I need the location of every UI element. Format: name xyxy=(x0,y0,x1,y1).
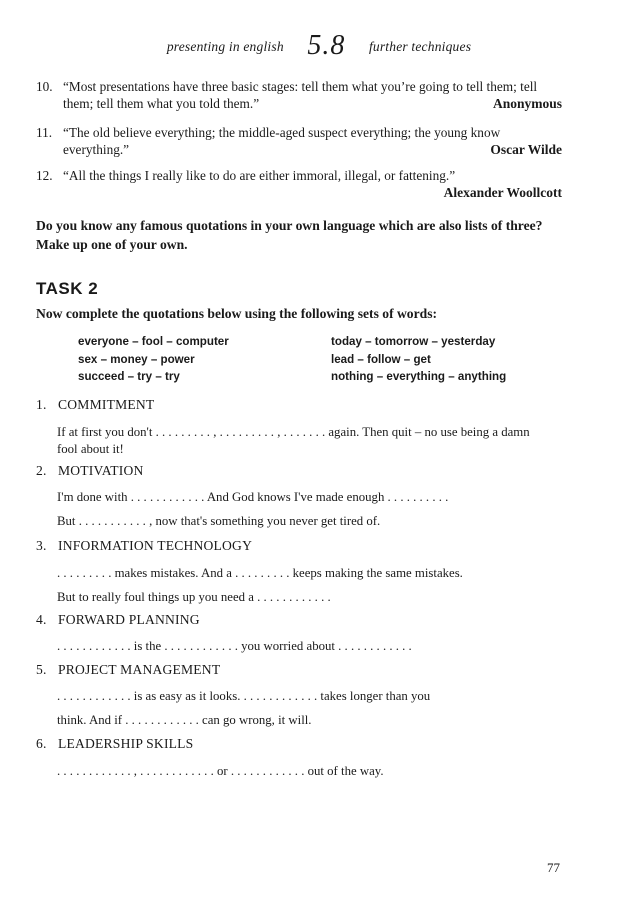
section-title: LEADERSHIP SKILLS xyxy=(58,736,194,751)
header-section-title: further techniques xyxy=(368,39,472,54)
section-title: MOTIVATION xyxy=(58,463,144,478)
fill-in-line: think. And if . . . . . . . . . . . . can go wrong, it will. xyxy=(57,713,312,727)
section-motivation xyxy=(36,463,144,479)
section-number: 1. xyxy=(36,397,47,412)
word-set: succeed – try – try xyxy=(78,370,180,383)
section-project-management xyxy=(36,662,220,678)
fill-in-line: If at first you don't . . . . . . . . . , . . . . . . . . . , . . . . . . . again. Then quit – no use being a damn fool about it! xyxy=(57,425,530,456)
word-set: nothing – everything – anything xyxy=(331,370,507,383)
section-title: FORWARD PLANNING xyxy=(58,612,200,627)
quote-author: Anonymous xyxy=(492,96,562,111)
section-title: PROJECT MANAGEMENT xyxy=(58,662,221,677)
quote-10 xyxy=(36,78,562,112)
word-set: lead – follow – get xyxy=(331,352,431,366)
fill-in-line: . . . . . . . . . makes mistakes. And a . . . . . . . . . keeps making the same mistakes. xyxy=(57,566,463,580)
section-number: 4. xyxy=(36,612,47,627)
section-leadership-skills xyxy=(36,736,193,752)
section-number: 3. xyxy=(36,538,47,553)
discussion-question: Do you know any famous quotations in your own language which are also lists of three? Make up one of your own. xyxy=(36,218,543,252)
task-heading: TASK 2 xyxy=(36,279,99,298)
section-information-technology xyxy=(36,538,252,554)
section-forward-planning xyxy=(36,612,200,628)
quote-number: 11. xyxy=(36,125,53,140)
header-section-number: 5.8 xyxy=(307,30,346,61)
fill-in-line: . . . . . . . . . . . . is as easy as it looks. . . . . . . . . . . . . takes longer than you xyxy=(57,689,431,703)
quote-text: “Most presentations have three basic stages: tell them what you’re going to tell them; tell them; tell them what you told them.” xyxy=(63,79,538,111)
quote-number: 10. xyxy=(36,79,53,94)
word-sets-left xyxy=(78,333,229,386)
word-set: today – tomorrow – yesterday xyxy=(331,335,496,348)
word-set: everyone – fool – computer xyxy=(78,335,229,348)
quote-author: Alexander Woollcott xyxy=(443,185,562,200)
section-number: 2. xyxy=(36,463,47,478)
quote-author: Oscar Wilde xyxy=(490,142,562,157)
word-set: sex – money – power xyxy=(78,352,195,366)
section-title: COMMITMENT xyxy=(58,397,155,412)
section-commitment xyxy=(36,397,154,413)
header-book-title: presenting in english xyxy=(166,39,284,54)
fill-in-line: . . . . . . . . . . . . , . . . . . . . . . . . . or . . . . . . . . . . . . out of the way. xyxy=(57,764,384,778)
section-number: 6. xyxy=(36,736,47,751)
fill-in-line: But to really foul things up you need a . . . . . . . . . . . . xyxy=(57,590,331,604)
running-header xyxy=(0,30,638,62)
task-instruction: Now complete the quotations below using the following sets of words: xyxy=(36,306,438,321)
quote-number: 12. xyxy=(36,168,53,183)
word-sets-right xyxy=(331,333,506,386)
section-title: INFORMATION TECHNOLOGY xyxy=(58,538,253,553)
fill-in-line: But . . . . . . . . . . . , now that's something you never get tired of. xyxy=(57,514,381,528)
quote-text: “All the things I really like to do are either immoral, illegal, or fattening.” xyxy=(63,168,456,183)
quote-text: “The old believe everything; the middle-aged suspect everything; the young know everything.” xyxy=(63,125,501,157)
quote-12 xyxy=(36,167,562,201)
section-number: 5. xyxy=(36,662,47,677)
page-number: 77 xyxy=(547,860,560,875)
fill-in-line: . . . . . . . . . . . . is the . . . . . . . . . . . . you worried about . . . . . . . . . . . . xyxy=(57,639,412,653)
fill-in-line: I'm done with . . . . . . . . . . . . And God knows I've made enough . . . . . . . . . . xyxy=(57,490,449,504)
quote-11 xyxy=(36,124,562,158)
